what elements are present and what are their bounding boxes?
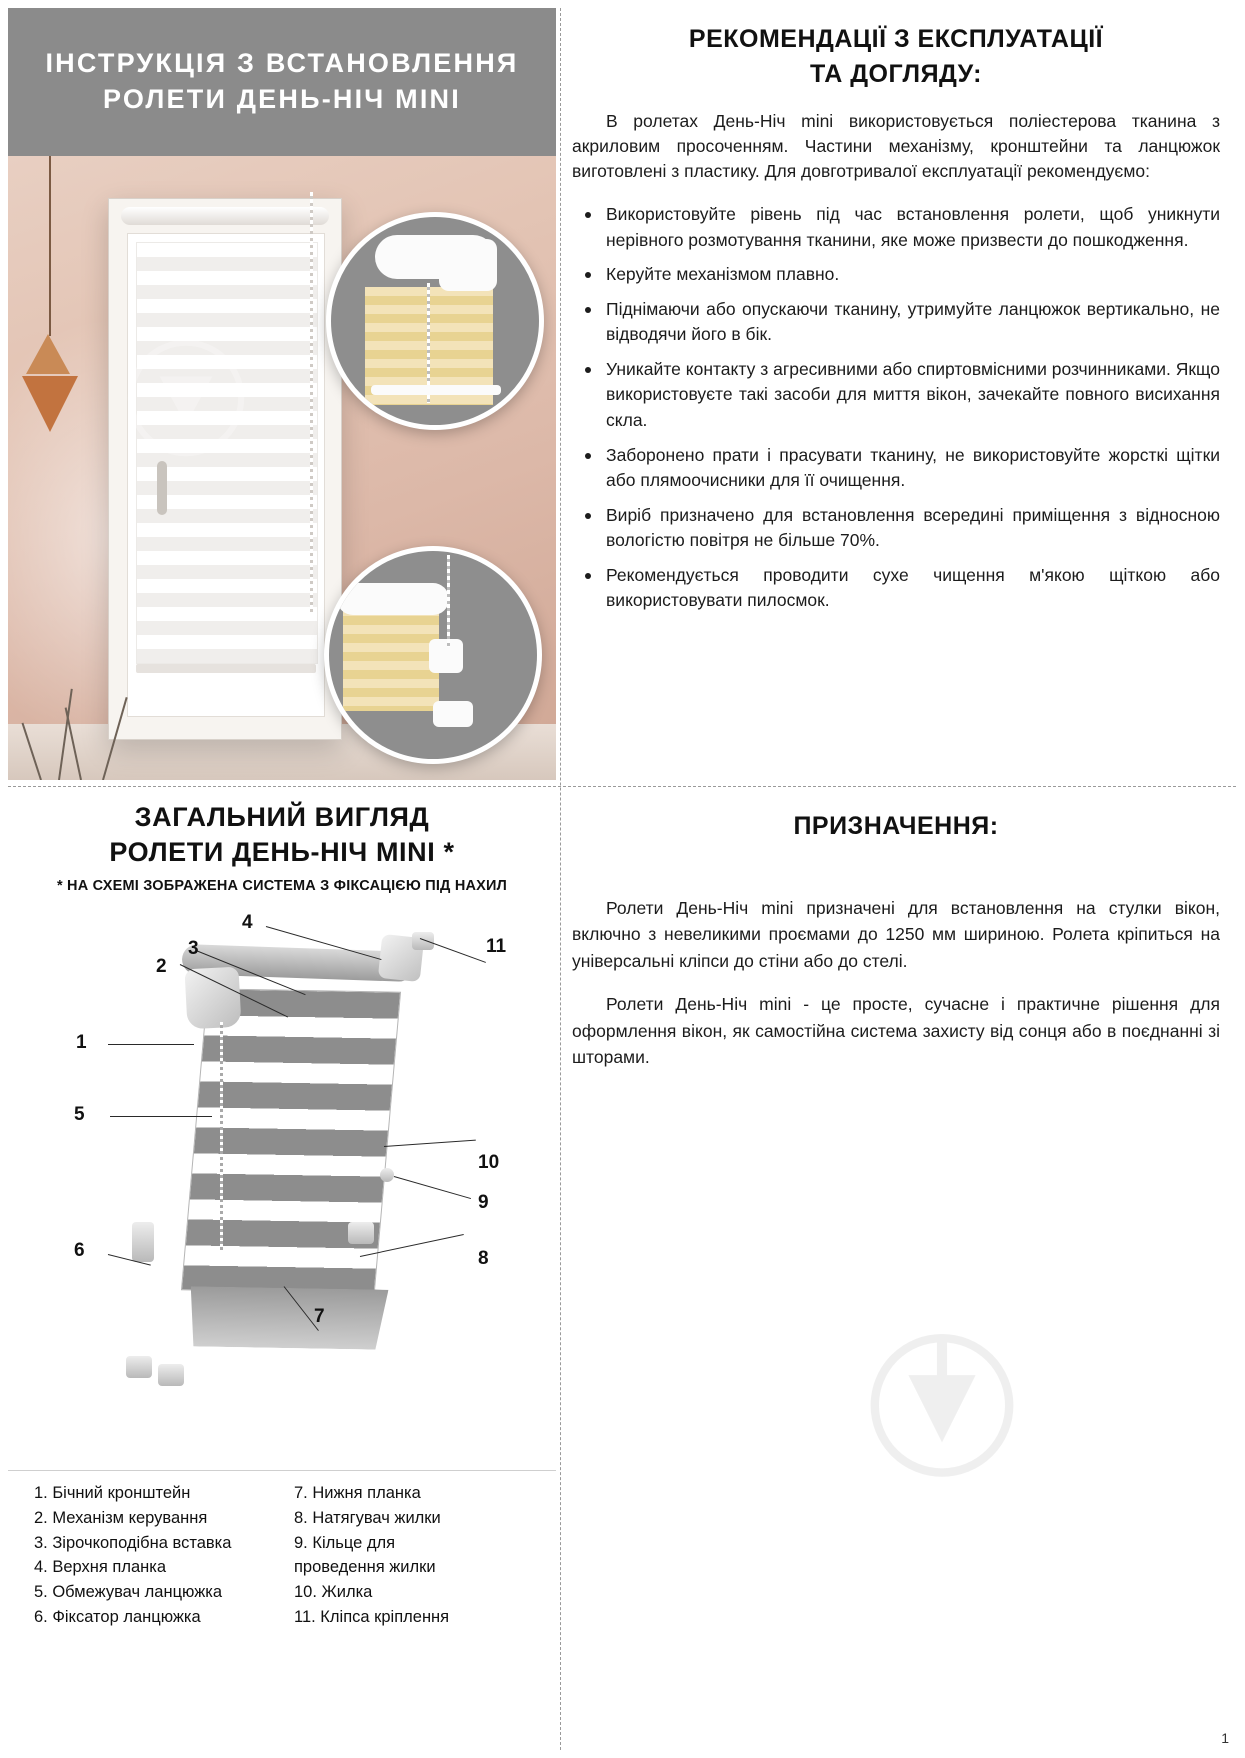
care-title bbox=[572, 22, 1220, 91]
closeup-mechanism-callout bbox=[326, 212, 544, 430]
care-bullet-item: Заборонено прати і прасувати тканину, не використовуйте жорсткі щітки або плямоочисники для її очищення. bbox=[572, 443, 1220, 494]
vertical-divider bbox=[560, 8, 561, 1750]
care-bullet-item: Виріб призначено для встановлення всередині приміщення з відносною вологістю повітря не більше 70%. bbox=[572, 503, 1220, 554]
installation-photo bbox=[8, 156, 556, 780]
diagram-tensioner bbox=[348, 1222, 374, 1244]
diagram-label-6: 6 bbox=[74, 1240, 85, 1262]
lamp-wire bbox=[49, 156, 51, 336]
diagram-label-1: 1 bbox=[76, 1032, 87, 1054]
installation-title-line-2: РОЛЕТИ ДЕНЬ-НІЧ MINI bbox=[103, 84, 461, 114]
legend-item: проведення жилки bbox=[294, 1558, 436, 1577]
diagram-label-5: 5 bbox=[74, 1104, 85, 1126]
overview-note: * НА СХЕМІ ЗОБРАЖЕНА СИСТЕМА З ФІКСАЦІЄЮ ПІД НАХИЛ bbox=[56, 878, 508, 895]
purpose-title: ПРИЗНАЧЕННЯ: bbox=[793, 812, 999, 840]
care-bullet-item: Піднімаючи або опускаючи тканину, утримуйте ланцюжок вертикально, не відводячи його в бік. bbox=[572, 297, 1220, 348]
shield-watermark-icon bbox=[126, 338, 246, 458]
diagram-label-9: 9 bbox=[478, 1192, 489, 1214]
legend-column-left bbox=[34, 1481, 286, 1630]
installation-title-line-1: ІНСТРУКЦІЯ З ВСТАНОВЛЕННЯ bbox=[45, 48, 519, 79]
overview-title bbox=[8, 800, 556, 870]
diagram-clip-b bbox=[158, 1364, 184, 1386]
diagram-label-10: 10 bbox=[478, 1152, 500, 1174]
installation-header bbox=[8, 8, 556, 156]
care-title-line-1: РЕКОМЕНДАЦІЇ З ЕКСПЛУАТАЦІЇ bbox=[688, 25, 1104, 53]
diagram-fabric bbox=[181, 989, 401, 1294]
diagram-left-bracket bbox=[184, 967, 241, 1030]
legend-item: 2. Механізм керування bbox=[34, 1508, 208, 1527]
purpose-paragraph-1: Ролети День-Ніч mini призначені для встановлення на стулки вікон, включно з невеликими проємами до 1250 мм шириною. Ролета кріпиться на універсальні кліпси до стіни або до стелі. bbox=[572, 898, 1220, 971]
care-bullet-item: Рекомендується проводити сухе чищення м'якою щіткою або використовувати пилосмок. bbox=[572, 563, 1220, 614]
installation-panel bbox=[8, 8, 556, 780]
lamp-shade bbox=[22, 376, 78, 432]
blind-control-chain bbox=[310, 192, 313, 612]
legend-item: 3. Зірочкоподібна вставка bbox=[34, 1533, 232, 1552]
care-bullet-item: Використовуйте рівень під час встановлення ролети, щоб уникнути нерівного розмотування тканини, яке може призвести до пошкодження. bbox=[572, 202, 1220, 253]
overview-title-line-2: РОЛЕТИ ДЕНЬ-НІЧ MINI * bbox=[109, 837, 455, 868]
diagram-label-11: 11 bbox=[486, 936, 507, 958]
legend-item: 7. Нижня планка bbox=[294, 1484, 421, 1503]
legend-column-right bbox=[294, 1481, 546, 1630]
legend-item: 1. Бічний кронштейн bbox=[34, 1484, 191, 1503]
horizontal-divider bbox=[8, 786, 1236, 787]
care-bullet-list bbox=[572, 202, 1220, 614]
diagram-clip-a bbox=[126, 1356, 152, 1378]
care-bullet-item: Керуйте механізмом плавно. bbox=[572, 262, 1220, 288]
product-diagram bbox=[8, 904, 556, 1464]
legend-item: 9. Кільце для bbox=[294, 1533, 396, 1552]
diagram-label-8: 8 bbox=[478, 1248, 489, 1270]
overview-panel bbox=[8, 800, 556, 1750]
care-bullet-item: Уникайте контакту з агресивними або спиртовмісними розчинниками. Якщо використовуєте такі засоби для миття вікон, зачекайте повного висихання скла. bbox=[572, 357, 1220, 434]
diagram-label-7: 7 bbox=[314, 1306, 325, 1328]
blind-roller-tube bbox=[121, 207, 329, 225]
legend-item: 4. Верхня планка bbox=[34, 1558, 167, 1577]
diagram-ring bbox=[380, 1168, 394, 1182]
lamp-upper-cone bbox=[26, 334, 70, 374]
legend-item: 6. Фіксатор ланцюжка bbox=[34, 1607, 201, 1626]
legend-item: 10. Жилка bbox=[294, 1583, 373, 1602]
diagram-chain-fixer bbox=[132, 1222, 154, 1262]
diagram-chain bbox=[220, 1022, 223, 1252]
overview-title-line-1: ЗАГАЛЬНИЙ ВИГЛЯД bbox=[134, 802, 430, 832]
care-intro-text: В ролетах День-Ніч mini використовується поліестерова тканина з акриловим просоченням. Частини механізму, кронштейни та ланцюжок виготовлені з пластику. Для довготривалої експлуатації рекомендуємо: bbox=[572, 110, 1220, 182]
care-panel bbox=[572, 22, 1220, 778]
diagram-label-3: 3 bbox=[188, 938, 199, 960]
legend-item: 5. Обмежувач ланцюжка bbox=[34, 1583, 223, 1602]
diagram-label-4: 4 bbox=[242, 912, 253, 934]
legend-item: 8. Натягувач жилки bbox=[294, 1508, 441, 1527]
purpose-paragraph-2: Ролети День-Ніч mini - це просте, сучасне і практичне рішення для оформлення вікон, як самостійна система захисту від сонця або в поєднанні зі шторами. bbox=[572, 994, 1220, 1067]
page-number: 1 bbox=[1221, 1730, 1229, 1746]
diagram-fabric-bottom bbox=[186, 1286, 389, 1349]
plant-decoration bbox=[18, 660, 178, 780]
window-handle bbox=[157, 461, 167, 515]
care-title-line-2: ТА ДОГЛЯДУ: bbox=[810, 59, 982, 88]
shield-watermark-icon bbox=[858, 1318, 1026, 1486]
purpose-panel bbox=[572, 812, 1220, 1372]
window-frame bbox=[108, 198, 342, 740]
legend-item: 11. Кліпса кріплення bbox=[294, 1607, 450, 1626]
diagram-label-2: 2 bbox=[156, 956, 167, 978]
closeup-chain-holder-callout bbox=[324, 546, 542, 764]
diagram-legend bbox=[8, 1470, 556, 1630]
